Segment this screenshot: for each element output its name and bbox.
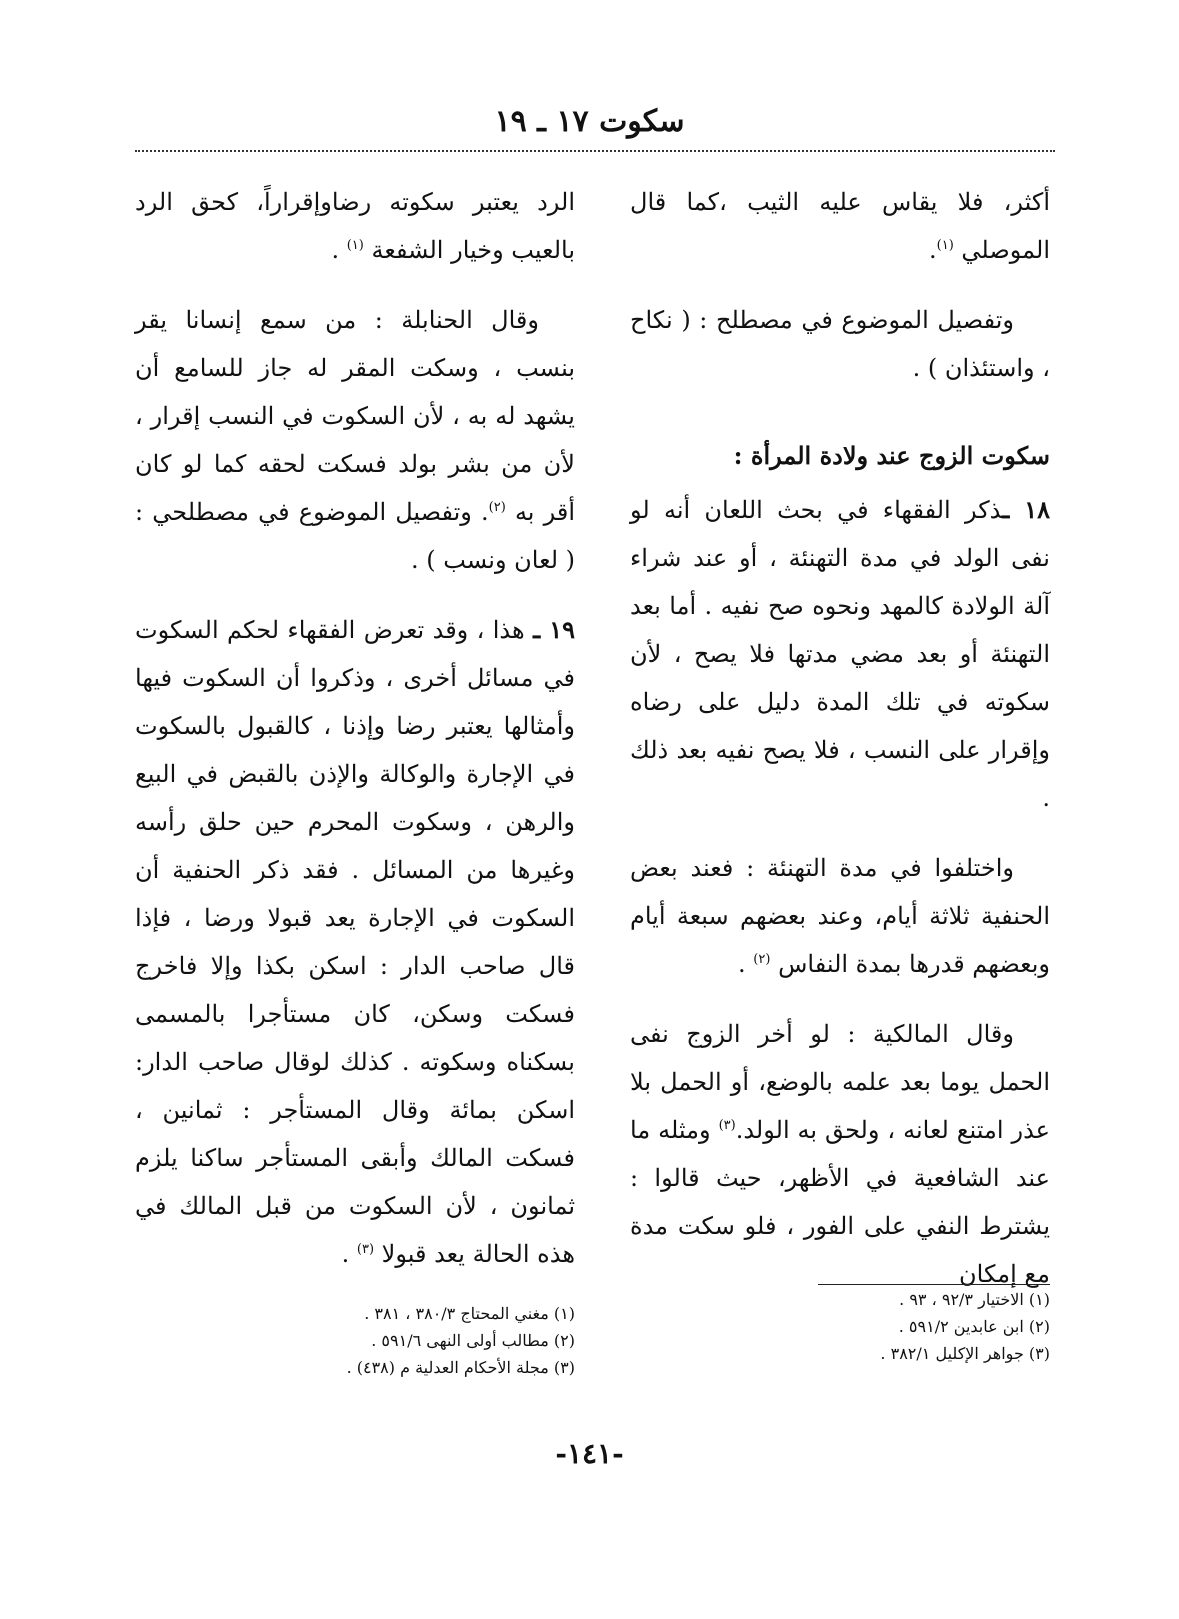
- paragraph-text: هذا ، وقد تعرض الفقهاء لحكم السكوت في مسائل أخرى ، وذكروا أن السكوت فيها وأمثالها يعتبر رضا وإذنا ، كالقبول بالسكوت في الإجارة والوكالة والإذن بالقبض في البيع والرهن ، وسكوت المحرم حين حلق رأسه وغيرها من المسائل . فقد ذكر الحنفية أن السكوت في الإجارة يعد قبولا ورضا ، فإذا قال صاحب الدار : اسكن بكذا وإلا فاخرج فسكت وسكن، كان مستأجرا بالمسمى بسكناه وسكوته . كذلك لوقال صاحب الدار: اسكن بمائة وقال المستأجر : ثمانين ، فسكت المالك وأبقى المستأجر ساكنا يلزم ثمانون ، لأن السكوت من قبل المالك في هذه الحالة يعد قبولا: [135, 616, 575, 1268]
- paragraph-text: واختلفوا في مدة التهنئة : فعند بعض الحنفية ثلاثة أيام، وعند بعضهم سبعة أيام وبعضهم قدرها بمدة النفاس: [630, 854, 1050, 978]
- page-number: -١٤١-: [555, 1437, 624, 1470]
- footnote-ref: (١): [936, 238, 954, 253]
- footnote: (٣) مجلة الأحكام العدلية م (٤٣٨) .: [346, 1358, 575, 1377]
- paragraph-number: ١٨ ـ: [1002, 495, 1050, 524]
- footnote-ref: (١): [346, 238, 364, 253]
- paragraph: [630, 178, 1050, 274]
- paragraph-text: وقال الحنابلة : من سمع إنسانا يقر بنسب ، وسكت المقر له جاز للسامع أن يشهد له به ، لأن السكوت في النسب إقرار ، لأن من بشر بولد فسكت لحقه كما لو كان أقر به: [135, 306, 576, 526]
- footnote: (١) مغني المحتاج ٣٨٠/٣ ، ٣٨١ .: [364, 1304, 575, 1323]
- footnote: (٣) جواهر الإكليل ٣٨٢/١ .: [880, 1344, 1050, 1363]
- paragraph: [630, 844, 1050, 988]
- paragraph: [135, 296, 575, 584]
- footnote-divider: [818, 1284, 1050, 1285]
- paragraph-text: أكثر، فلا يقاس عليه الثيب ،كما قال الموصلي: [630, 188, 1050, 264]
- paragraph-end: .: [331, 236, 340, 264]
- footnote-ref: (٢): [753, 952, 771, 967]
- paragraph: وتفصيل الموضوع في مصطلح : ( نكاح ، واستئذان ) .: [630, 306, 1050, 382]
- paragraph-end: .: [928, 236, 937, 264]
- paragraph: [630, 1010, 1050, 1298]
- footnotes-left: [135, 1300, 575, 1381]
- right-column: [630, 178, 1050, 1320]
- header-divider: [135, 150, 1055, 152]
- paragraph-text: ذكر الفقهاء في بحث اللعان أنه لو نفى الولد في مدة التهنئة ، أو عند شراء آلة الولادة كالمهد ونحوه صح نفيه . أما بعد التهنئة أو بعد مضي مدتها فلا يصح ، لأن سكوته في تلك المدة دليل على رضاه وإقرار على النسب ، فلا يصح نفيه بعد ذلك .: [630, 496, 1050, 812]
- footnote: (٢) مطالب أولى النهى ٥٩١/٦ .: [371, 1331, 575, 1350]
- paragraph-text: الرد يعتبر سكوته رضاوإقراراً، كحق الرد بالعيب وخيار الشفعة: [135, 188, 575, 264]
- paragraph: [630, 486, 1050, 822]
- paragraph: [135, 606, 575, 1278]
- footnotes-right: [815, 1286, 1050, 1367]
- paragraph-number: ١٩ ـ: [533, 615, 575, 644]
- footnote: (٢) ابن عابدين ٥٩١/٢ .: [898, 1317, 1050, 1336]
- footnote-ref: (٣): [356, 1242, 375, 1257]
- footnote-ref: (٢): [488, 500, 506, 515]
- paragraph-end: .: [738, 950, 746, 978]
- footnote-ref: (٣): [718, 1118, 736, 1133]
- paragraph-text: ومثله ما عند الشافعية في الأظهر، حيث قالوا : يشترط النفي على الفور ، فلو سكت مدة مع إمكان: [630, 1116, 1050, 1288]
- left-column: [135, 178, 575, 1300]
- paragraph-end: .: [341, 1240, 350, 1268]
- paragraph: [135, 178, 575, 274]
- paragraph-text: . وتفصيل الموضوع في مصطلحي : ( لعان ونسب ) .: [135, 498, 575, 574]
- footnote: (١) الاختيار ٩٢/٣ ، ٩٣ .: [899, 1290, 1050, 1309]
- section-heading: سكوت الزوج عند ولادة المرأة :: [733, 441, 1050, 470]
- page-title: سكوت ١٧ ـ ١٩: [494, 104, 685, 139]
- paragraph-text: وقال المالكية : لو أخر الزوج نفى الحمل يوما بعد علمه بالوضع، أو الحمل بلا عذر امتنع لعانه ، ولحق به الولد.: [630, 1020, 1050, 1144]
